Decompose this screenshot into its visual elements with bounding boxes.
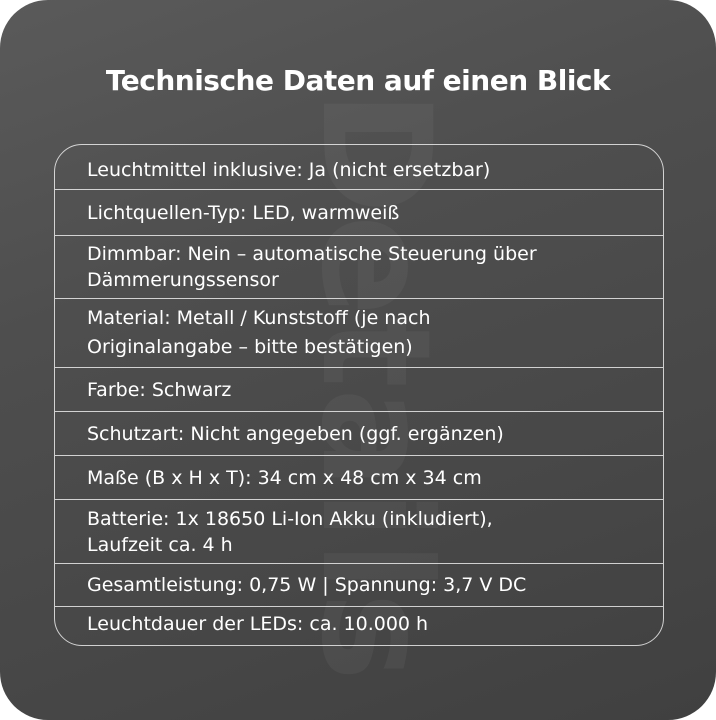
spec-text: Leuchtmittel inklusive: Ja (nicht ersetzbar) [87,159,491,181]
page-title: Technische Daten auf einen Blick [105,64,611,97]
spec-text: Farbe: Schwarz [87,378,232,401]
spec-row [55,299,663,368]
spec-row [55,564,663,607]
spec-row [55,607,663,646]
spec-text: Lichtquellen-Typ: LED, warmweiß [87,201,400,224]
spec-text: Leuchtdauer der LEDs: ca. 10.000 h [87,613,429,635]
spec-text: Dimmbar: Nein – automatische Steuerung über Dämmerungssensor [87,243,537,291]
spec-row [55,368,663,412]
spec-row [55,500,663,564]
spec-row [55,236,663,299]
spec-row [55,456,663,500]
spec-row [55,412,663,456]
spec-text: Batterie: 1x 18650 Li-Ion Akku (inkludiert), Laufzeit ca. 4 h [87,507,493,556]
spec-text: Gesamtleistung: 0,75 W | Spannung: 3,7 V DC [87,574,527,596]
spec-text: Maße (B x H x T): 34 cm x 48 cm x 34 cm [87,466,482,489]
spec-table [54,144,664,646]
spec-text: Schutzart: Nicht angegeben (ggf. ergänzen) [87,422,504,445]
spec-row [55,190,663,236]
spec-text: Material: Metall / Kunststoff (je nach Originalangabe – bitte bestätigen) [87,307,431,358]
spec-row [55,145,663,190]
